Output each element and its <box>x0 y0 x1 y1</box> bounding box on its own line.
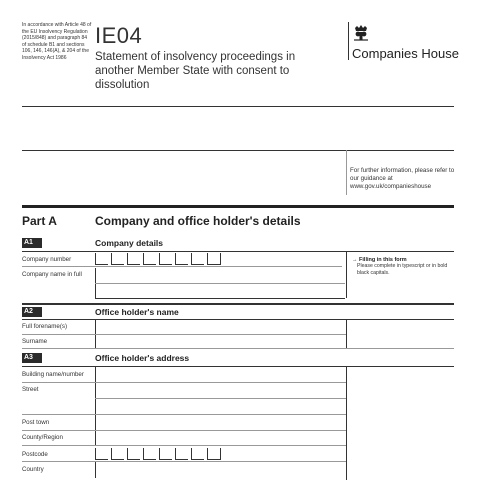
section-divider-a2 <box>22 303 454 305</box>
note-divider <box>346 367 347 480</box>
company-name-label: Company name in full <box>22 271 82 278</box>
company-number-box[interactable] <box>159 253 172 265</box>
company-number-box[interactable] <box>207 253 221 265</box>
postcode-box[interactable] <box>207 448 221 460</box>
postcode-box[interactable] <box>191 448 204 460</box>
filling-note-title: → Filling in this form <box>352 257 407 263</box>
surname-input[interactable] <box>95 335 346 348</box>
forename-input[interactable] <box>95 320 346 334</box>
street-label: Street <box>22 386 39 393</box>
section-tag-a1: A1 <box>22 238 42 248</box>
header-rule-2 <box>22 150 454 151</box>
company-number-box[interactable] <box>175 253 188 265</box>
company-number-box[interactable] <box>95 253 108 265</box>
postcode-label: Postcode <box>22 451 48 458</box>
post-town-input[interactable] <box>95 415 346 430</box>
note-divider <box>346 252 347 298</box>
postcode-box[interactable] <box>143 448 156 460</box>
form-code: IE04 <box>95 23 143 48</box>
row-rule <box>95 398 346 399</box>
county-input[interactable] <box>95 431 346 445</box>
company-number-box[interactable] <box>127 253 140 265</box>
guidance-text: For further information, please refer to our guidance at www.gov.uk/companieshouse <box>350 167 455 191</box>
postcode-box[interactable] <box>95 448 108 460</box>
filling-note-body: Please complete in typescript or in bold black capitals. <box>357 263 448 276</box>
note-divider <box>346 320 347 348</box>
postcode-box[interactable] <box>175 448 188 460</box>
brand-name: Companies House <box>352 46 459 61</box>
county-label: County/Region <box>22 434 63 441</box>
row-rule <box>22 266 342 267</box>
country-label: Country <box>22 466 44 473</box>
row-rule <box>22 445 346 446</box>
section-rule-a1 <box>22 251 454 252</box>
part-rule <box>22 205 454 208</box>
section-tag-a3: A3 <box>22 353 42 363</box>
section-title-a1: Company details <box>95 238 164 248</box>
crest-icon <box>352 24 370 47</box>
postcode-box[interactable] <box>111 448 124 460</box>
row-rule <box>22 348 454 349</box>
postcode-box[interactable] <box>159 448 172 460</box>
legal-basis-text: In accordance with Article 48 of the EU Insolvency Regulation (2015/848) and paragraph 84 of schedule B1 and sections 106, 146, 146(A), & 204 of the Insolvency Act 1986 <box>22 22 92 61</box>
company-number-box[interactable] <box>191 253 204 265</box>
surname-label: Surname <box>22 338 48 345</box>
section-tag-a2: A2 <box>22 307 42 317</box>
company-number-box[interactable] <box>143 253 156 265</box>
company-number-label: Company number <box>22 256 72 263</box>
country-input[interactable] <box>95 462 346 478</box>
forename-label: Full forename(s) <box>22 323 68 330</box>
building-input[interactable] <box>95 367 346 382</box>
row-rule <box>95 283 345 284</box>
post-town-label: Post town <box>22 419 50 426</box>
postcode-box[interactable] <box>127 448 140 460</box>
section-title-a3: Office holder's address <box>95 353 190 363</box>
header-rule <box>22 106 454 107</box>
guidance-divider <box>346 150 347 195</box>
company-number-box[interactable] <box>111 253 124 265</box>
building-label: Building name/number <box>22 371 84 378</box>
form-title: Statement of insolvency proceedings in another Member State with consent to dissolution <box>95 51 296 91</box>
brand-divider <box>348 22 349 60</box>
section-title-a2: Office holder's name <box>95 307 179 317</box>
part-title: Company and office holder's details <box>95 214 301 228</box>
row-rule <box>95 298 345 299</box>
part-label: Part A <box>22 214 57 228</box>
